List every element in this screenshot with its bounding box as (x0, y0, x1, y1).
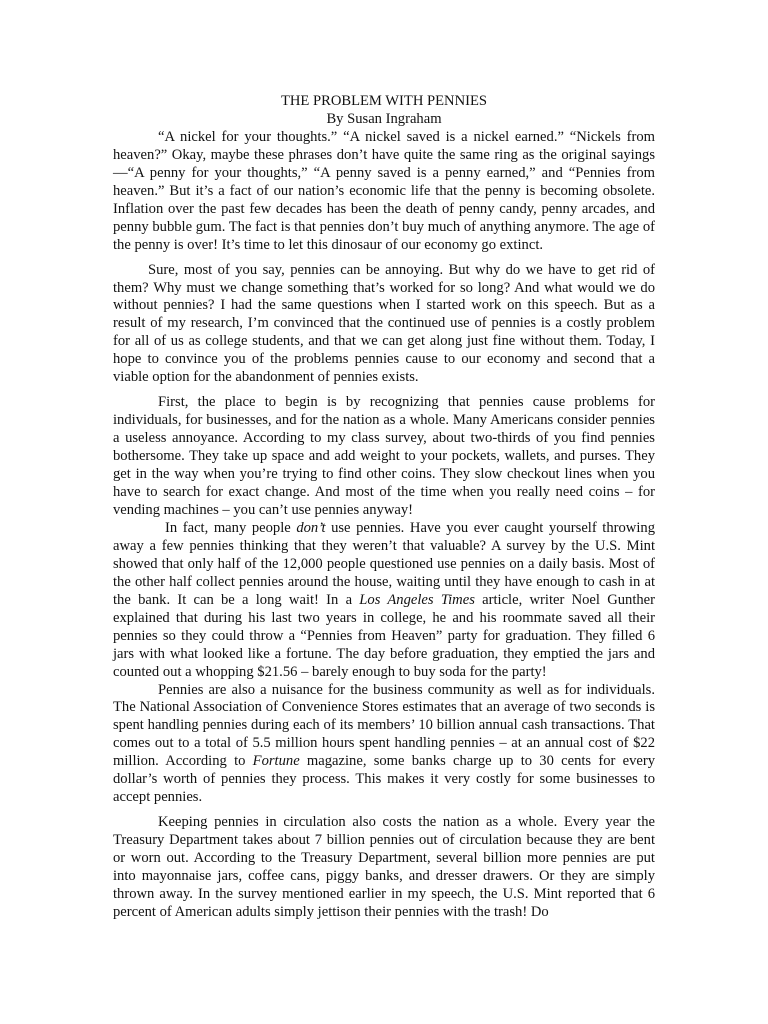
paragraph-1-text: “A nickel for your thoughts.” “A nickel saved is a nickel earned.” “Nickels from heaven?” Okay, maybe these phrases don’t have quite the same ring as the original sayings—“A penny for your thoughts,” “A penny saved is a penny earned,” and “Pennies from heaven.” But it’s a fact of our nation’s economic life that the penny is becoming obsolete. Inflation over the past few decades has been the death of penny candy, penny arcades, and penny bubble gum. The fact is that pennies don’t buy much of anything anymore. The age of the penny is over! It’s time to let this dinosaur of our economy go extinct. (113, 128, 655, 253)
paragraph-4-text-b: use pennies. Have you ever caught yourself throwing away a few pennies thinking that they weren’t that valuable? A survey by the U.S. Mint showed that only half of the 12,000 people questioned use pennies on a daily basis. Most of the other half collect pennies around the house, waiting until they have enough to cash in at the bank. It can be a long wait! In a (113, 519, 655, 608)
paragraph-3-text: First, the place to begin is by recognizing that pennies cause problems for individuals, for businesses, and for the nation as a whole. Many Americans consider pennies a useless annoyance. According to my class survey, about two-thirds of you find pennies bothersome. They take up space and add weight to your pockets, wallets, and purses. They get in the way when you’re trying to find other coins. They slow checkout lines when you have to search for exact change. And most of the time when you really need coins – for vending machines – you can’t use pennies anyway! (113, 394, 655, 518)
paragraph-2 (113, 262, 655, 388)
document-title: THE PROBLEM WITH PENNIES (280, 93, 488, 109)
document-byline: By Susan Ingraham (326, 110, 442, 127)
paragraph-3 (113, 394, 655, 520)
paragraph-5 (113, 682, 655, 808)
paragraph-4-text-c: article, writer Noel Gunther explained that during his last two years in college, he and his roommate saved all their pennies so they could throw a “Pennies from Heaven” party for graduation. They filled 6 jars with what looked like a fortune. The day before graduation, they emptied the jars and counted out a whopping $21.56 – barely enough to buy soda for the party! (113, 591, 656, 680)
paragraph-2-text: Sure, most of you say, pennies can be annoying. But why do we have to get rid of them? Why must we change something that’s worked for so long? And what would we do without pennies? I had the same questions when I started work on this speech. But as a result of my research, I’m convinced that the continued use of pennies is a costly problem for all of us as college students, and that we can get along just fine without them. Today, I hope to convince you of the problems pennies cause to our economy and second that a viable option for the abandonment of pennies exists. (113, 261, 655, 386)
paragraph-5-publication-name: Fortune (252, 753, 300, 770)
paragraph-4 (113, 520, 655, 682)
paragraph-5-text-a: Pennies are also a nuisance for the business community as well as for individuals. The National Association of Convenience Stores estimates that an average of two seconds is spent handling pennies during each of its members’ 10 billion annual cash transactions. That comes out to a total of 5.5 million hours spent handling pennies – at an annual cost of $22 million. According to (113, 681, 655, 770)
document-body (113, 93, 655, 922)
paragraph-4-text-a: In fact, many people (165, 519, 297, 536)
paragraph-1 (113, 129, 655, 255)
paragraph-5-text-b: magazine, some banks charge up to 30 cents for every dollar’s worth of pennies they process. This makes it very costly for some businesses to accept pennies. (113, 753, 655, 806)
paragraph-6-text: Keeping pennies in circulation also costs the nation as a whole. Every year the Treasury Department takes about 7 billion pennies out of circulation because they are bent or worn out. According to the Treasury Department, several billion more pennies are put into mayonnaise jars, coffee cans, piggy banks, and dresser drawers. Or they are simply thrown away. In the survey mentioned earlier in my speech, the U.S. Mint reported that 6 percent of American adults simply jettison their pennies with the trash! Do (113, 814, 655, 920)
paragraph-6 (113, 814, 655, 922)
paragraph-4-emphasis-dont: don’t (296, 519, 326, 536)
paragraph-4-publication-name: Los Angeles Times (359, 591, 475, 608)
